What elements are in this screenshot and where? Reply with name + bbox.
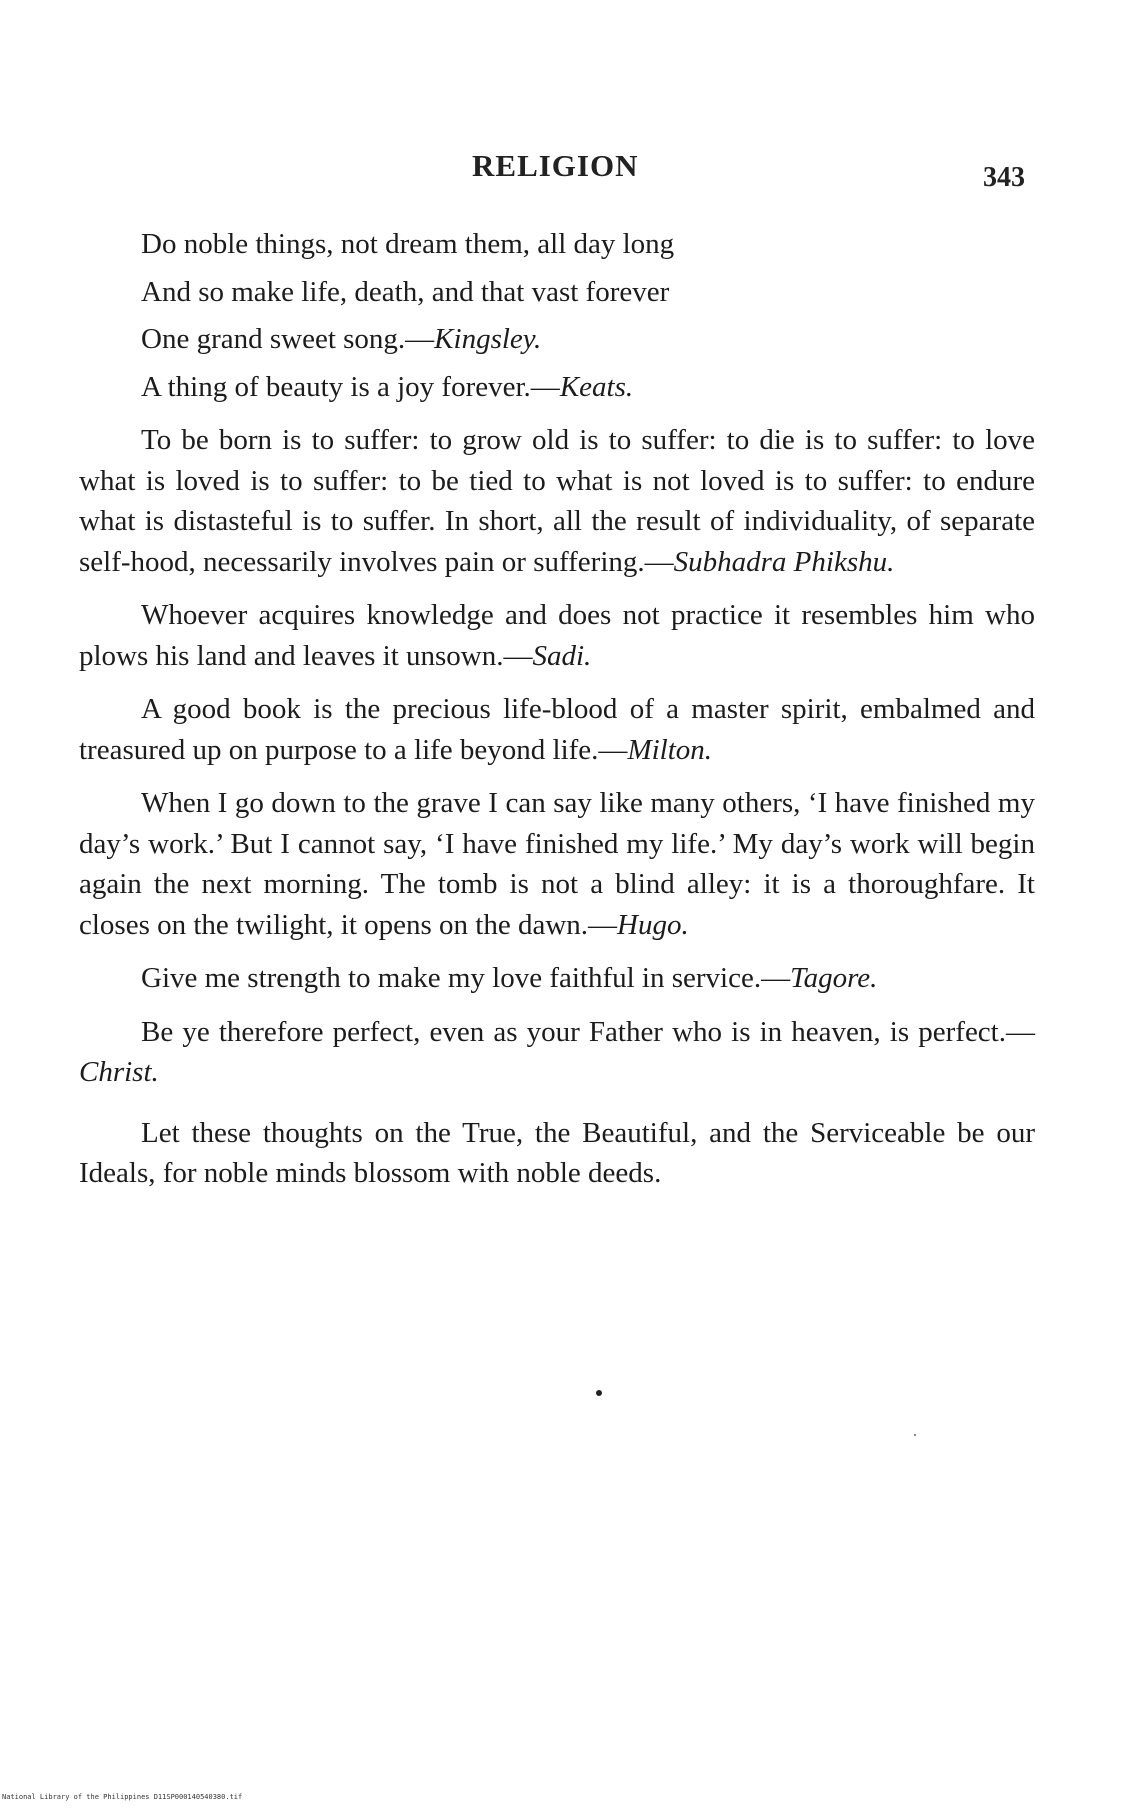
verse-text: One grand sweet song.— <box>141 323 435 355</box>
scan-footer-note: National Library of the Philippines D11SP000140540380.tif <box>2 1793 243 1801</box>
quote-author: Hugo. <box>617 908 689 941</box>
quote-paragraph <box>79 689 1035 770</box>
quote-author: Christ. <box>79 1056 159 1088</box>
running-head <box>0 148 1132 193</box>
verse-line <box>79 272 1035 313</box>
page-body <box>79 224 1035 1207</box>
verse-text: Do noble things, not dream them, all day long <box>141 228 675 260</box>
ink-dot <box>596 1390 602 1396</box>
quote-author: Subhadra Phikshu. <box>673 545 895 578</box>
page-title: RELIGION <box>472 148 639 183</box>
quote-author: Kingsley. <box>434 323 542 355</box>
verse-line <box>79 224 1035 265</box>
quote-text: A good book is the precious life-blood of a master spirit, embalmed and treasured up on purpose to a life beyond life.— <box>79 693 1035 766</box>
verse-line <box>79 319 1035 360</box>
verse-text: And so make life, death, and that vast forever <box>141 275 670 308</box>
quote-paragraph <box>79 783 1035 945</box>
closing-paragraph <box>79 1113 1035 1194</box>
quote-text: Be ye therefore perfect, even as your Father who is in heaven, is perfect.— <box>141 1015 1035 1048</box>
quote-paragraph <box>79 958 1035 999</box>
quote-paragraph <box>79 367 1035 408</box>
page-number: 343 <box>983 162 1025 193</box>
quote-paragraph <box>79 420 1035 582</box>
quote-author: Keats. <box>559 370 634 403</box>
quote-author: Tagore. <box>790 962 878 994</box>
scan-speck <box>914 1434 916 1436</box>
quote-text: Give me strength to make my love faithful in service.— <box>141 962 791 994</box>
quote-text: A thing of beauty is a joy forever.— <box>141 370 560 403</box>
quote-paragraph <box>79 1012 1035 1093</box>
closing-text: Let these thoughts on the True, the Beautiful, and the Serviceable be our Ideals, for noble minds blossom with noble deeds. <box>79 1116 1035 1189</box>
quote-text: When I go down to the grave I can say like many others, ‘I have finished my day’s work.’ But I cannot say, ‘I have finished my life.’ My day’s work will begin again the next morning. The tomb is not a blind alley: it is a thoroughfare. It closes on the twilight, it opens on the dawn.— <box>79 787 1035 941</box>
quote-text: Whoever acquires knowledge and does not practice it resembles him who plows his land and leaves it unsown.— <box>79 599 1035 672</box>
quote-author: Milton. <box>627 733 713 766</box>
quote-paragraph <box>79 595 1035 676</box>
quote-author: Sadi. <box>532 639 592 672</box>
quote-text: To be born is to suffer: to grow old is to suffer: to die is to suffer: to love what is loved is to suffer: to be tied to what is not loved is to suffer: to endure what is distasteful is to suffer. In short, all the result of individuality, of separate self-hood, necessarily involves pain or suffering.— <box>79 424 1035 578</box>
